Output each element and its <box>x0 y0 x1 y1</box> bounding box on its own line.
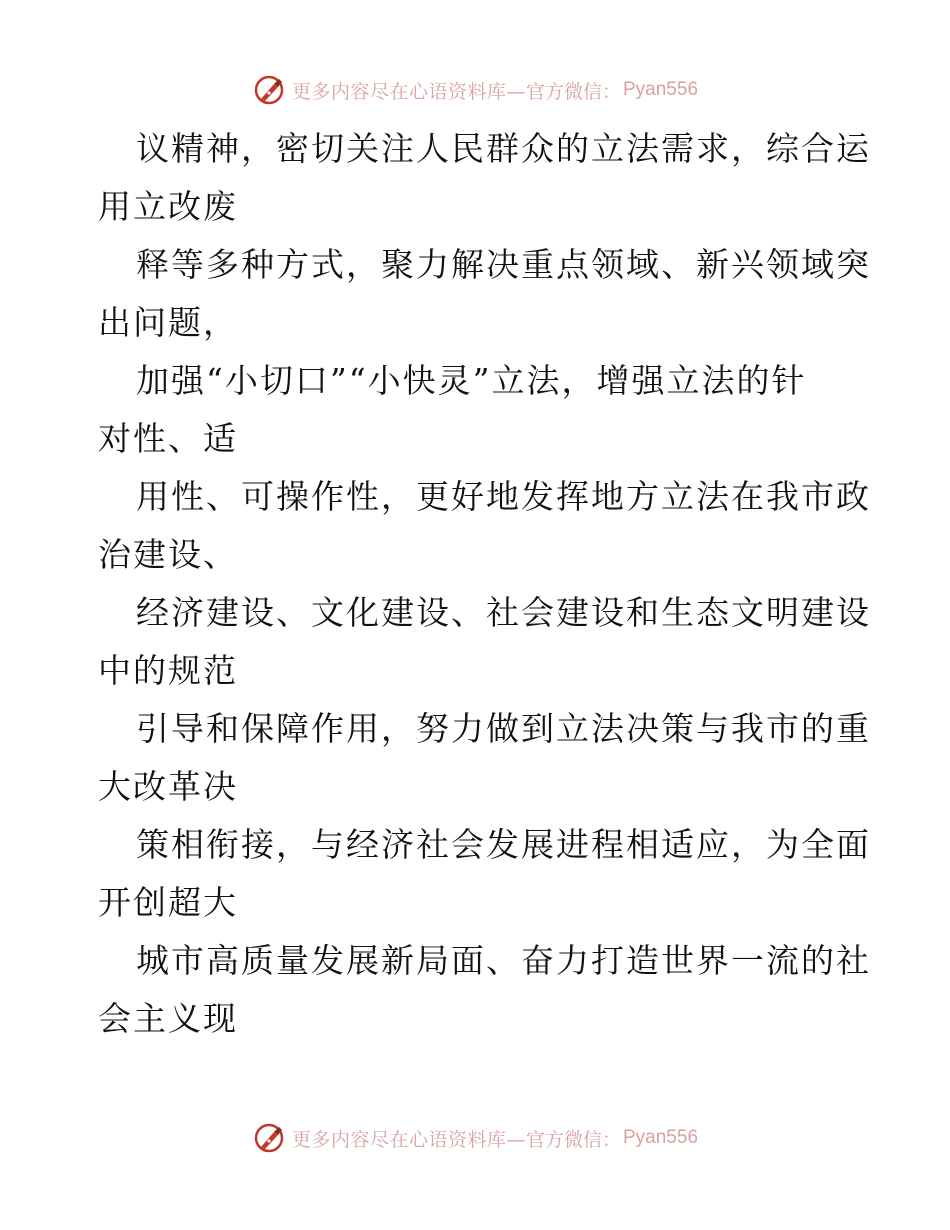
text-line: 会主义现 <box>98 999 238 1038</box>
text-line: 城市高质量发展新局面、奋力打造世界一流的社 <box>136 941 871 980</box>
pen-nib-circle-logo-icon <box>252 1121 286 1155</box>
banner-wechat-handle: Pyan556 <box>623 79 699 100</box>
body-text <box>98 120 871 1048</box>
banner-wechat-handle: Pyan556 <box>623 1127 699 1148</box>
text-line: 大改革决 <box>98 767 238 806</box>
banner-lead-text: 更多内容尽在心语资料库— <box>291 80 526 103</box>
text-line: 用立改废 <box>98 187 238 226</box>
text-line: 治建设、 <box>98 535 238 574</box>
text-line: 议精神，密切关注人民群众的立法需求，综合运 <box>136 129 871 168</box>
text-line: 用性、可操作性，更好地发挥地方立法在我市政 <box>136 477 871 516</box>
banner-wechat-label: 官方微信： <box>525 1128 621 1151</box>
text-line: 对性、适 <box>98 419 238 458</box>
banner-lead-text: 更多内容尽在心语资料库— <box>291 1128 526 1151</box>
text-line: 释等多种方式，聚力解决重点领域、新兴领域突 <box>136 245 871 284</box>
text-line: 中的规范 <box>98 651 238 690</box>
text-line: 加强“小切口”“小快灵”立法，增强立法的针 <box>136 361 807 400</box>
pen-nib-circle-logo-icon <box>252 73 286 107</box>
text-line: 经济建设、文化建设、社会建设和生态文明建设 <box>136 593 871 632</box>
text-line: 开创超大 <box>98 883 238 922</box>
footer-banner <box>0 1118 950 1158</box>
banner-wechat-label: 官方微信： <box>525 80 621 103</box>
text-line: 出问题， <box>98 303 238 342</box>
header-banner <box>0 70 950 110</box>
text-line: 引导和保障作用，努力做到立法决策与我市的重 <box>136 709 871 748</box>
text-line: 策相衔接，与经济社会发展进程相适应，为全面 <box>136 825 871 864</box>
